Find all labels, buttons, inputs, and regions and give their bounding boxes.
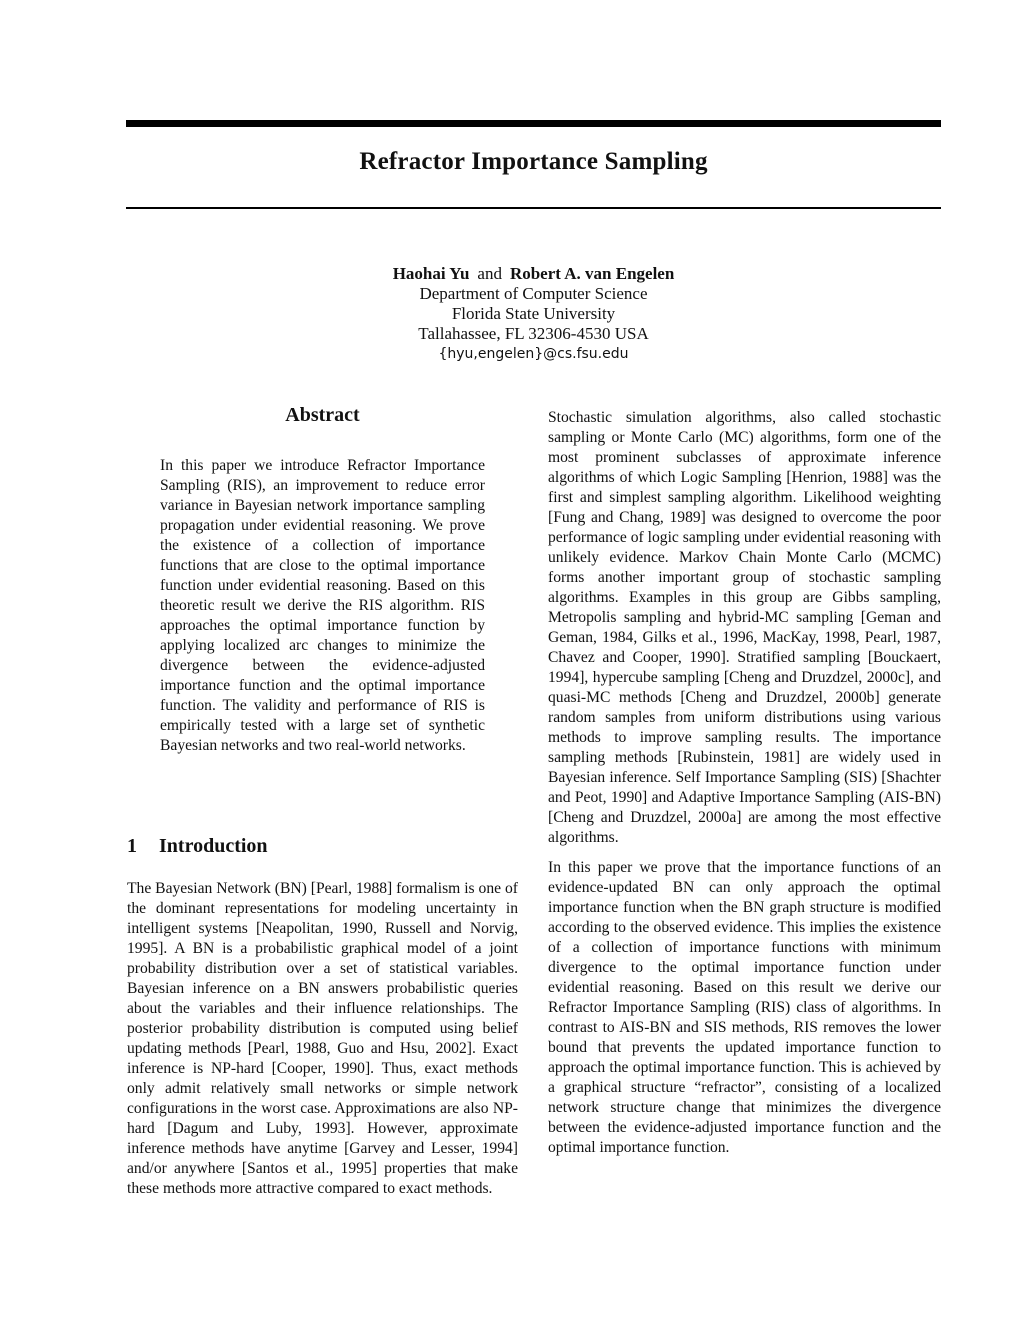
paper-title: Refractor Importance Sampling <box>359 148 708 175</box>
author-line <box>126 264 941 284</box>
author-name: Haohai Yu <box>392 264 470 283</box>
title-rule-top <box>126 120 941 127</box>
intro-paragraph-1: The Bayesian Network (BN) [Pearl, 1988] formalism is one of the dominant representations for modeling uncertainty in intelligent systems [Neapolitan, 1990, Russell and Norvig, 1995]. A BN is a probabilistic graphical model of a joint probability distribution over a set of statistical variables. Bayesian inference on a BN answers probabilistic queries about the variables and their influence relationships. The posterior probability distribution is computed using belief updating methods [Pearl, 1988, Guo and Hsu, 2002]. Exact inference is NP-hard [Cooper, 1990]. Thus, exact methods only admit relatively small networks or simple network configurations in the worst case. Approximations are also NP-hard [Dagum and Luby, 1993]. However, approximate inference methods have anytime [Garvey and Lesser, 1994] and/or anywhere [Santos et al., 1995] properties that make these methods more attractive compared to exact methods. <box>127 880 518 1197</box>
author-address: Tallahassee, FL 32306-4530 USA <box>418 324 649 343</box>
abstract-heading: Abstract <box>285 404 360 426</box>
abstract-text: In this paper we introduce Refractor Importance Sampling (RIS), an improvement to reduce error variance in Bayesian network importance sampling propagation under evidential reasoning. We prove the existence of a collection of importance functions that are close to the optimal importance function under evidential reasoning. Based on this theoretic result we derive the RIS algorithm. RIS approaches the optimal importance function by applying localized arc changes to minimize the divergence between the evidence-adjusted importance function and the optimal importance function. The validity and performance of RIS is empirically tested with a large set of synthetic Bayesian networks and two real-world networks. <box>160 457 485 754</box>
author-university: Florida State University <box>451 304 616 323</box>
section-number: 1 <box>127 835 137 857</box>
author-department: Department of Computer Science <box>419 284 648 303</box>
section-heading <box>127 835 517 858</box>
section-title-text: Introduction <box>159 835 268 857</box>
intro-paragraph-3: In this paper we prove that the importance functions of an evidence-updated BN can only approach the optimal importance function when the BN graph structure is modified according to the observed evidence. This implies the existence of a collection of importance functions with minimum divergence to the optimal importance function under evidential reasoning. Based on this result we derive our Refractor Importance Sampling (RIS) class of algorithms. In contrast to AIS-BN and SIS methods, RIS removes the lower bound that prevents the updated importance function to approach the optimal importance function. This is achieved by a graphical structure “refractor”, consisting of a localized network structure change that minimizes the divergence between the evidence-adjusted importance function and the optimal importance function. <box>548 859 941 1156</box>
author-email: {hyu,engelen}@cs.fsu.edu <box>438 346 629 362</box>
author-conjunction: and <box>477 264 502 283</box>
title-rule-bottom <box>126 207 941 209</box>
right-column <box>548 408 941 1168</box>
author-name: Robert A. van Engelen <box>509 264 675 283</box>
intro-paragraph-2: Stochastic simulation algorithms, also called stochastic sampling or Monte Carlo (MC) algorithms, form one of the most prominent subclasses of approximate inference algorithms of which Logic Sampling [Henrion, 1988] was the first and simplest sampling algorithm. Likelihood weighting [Fung and Chang, 1989] was designed to overcome the poor performance of logic sampling under evidential reasoning with unlikely evidence. Markov Chain Monte Carlo (MCMC) forms another important group of stochastic sampling algorithms. Examples in this group are Gibbs sampling, Metropolis sampling and hybrid-MC sampling [Geman and Geman, 1984, Gilks et al., 1996, MacKay, 1998, Pearl, 1987, Chavez and Cooper, 1990]. Stratified sampling [Bouckaert, 1994], hypercube sampling [Cheng and Druzdzel, 2000c], and quasi-MC methods [Cheng and Druzdzel, 2000b] generate random samples from uniform distributions using various methods to improve sampling results. The importance sampling methods [Rubinstein, 1981] are widely used in Bayesian inference. Self Importance Sampling (SIS) [Shachter and Peot, 1990] and Adaptive Importance Sampling (AIS-BN) [Cheng and Druzdzel, 2000a] are among the most effective algorithms. <box>548 409 941 846</box>
author-block <box>126 264 941 364</box>
